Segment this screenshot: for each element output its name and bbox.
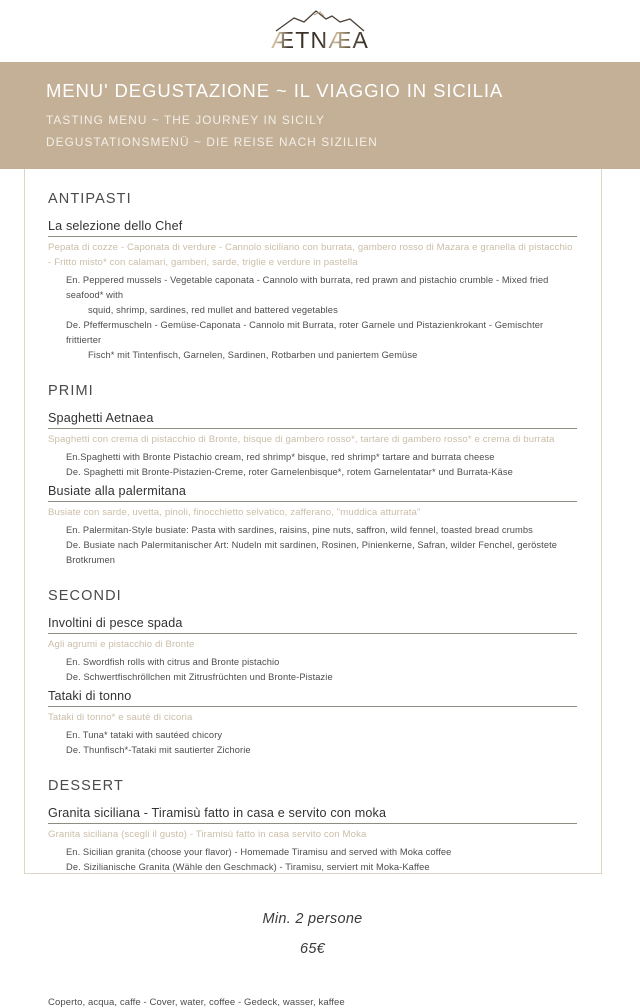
dish-description-german: De. Sizilianische Granita (Wähle den Geschmack) - Tiramisu, serviert mit Moka-Kaffee — [66, 861, 430, 872]
dish-description-italian: Busiate con sarde, uvetta, pinoli, finocchietto selvatico, zafferano, "muddica atturrata" — [48, 506, 421, 518]
dish-description-german — [48, 318, 577, 363]
dish-name: La selezione dello Chef — [48, 219, 577, 237]
dish-description-english-line1: En. Peppered mussels - Vegetable caponata - Cannolo with burrata, red prawn and pistachio crumble - Mixed fried seafood* with — [66, 274, 549, 300]
menu-section-antipasti — [48, 191, 577, 363]
section-title: SECONDI — [48, 587, 122, 604]
dish-description-italian: Tataki di tonno* e sauté di cicoria — [48, 711, 193, 723]
menu-section-primi — [48, 383, 577, 568]
dish-name: Tataki di tonno — [48, 689, 577, 707]
dish-description-english — [48, 273, 577, 318]
dish-description-german: De. Busiate nach Palermitanischer Art: Nudeln mit sardinen, Rosinen, Pinienkerne, Safran, wilder Fenchel, geröstete Brotkrumen — [66, 539, 558, 565]
dish-description-italian: Granita siciliana (scegli il gusto) - Tiramisù fatto in casa servito con Moka — [48, 828, 367, 840]
menu-item — [48, 484, 577, 568]
dish-description-english: En. Palermitan-Style busiate: Pasta with sardines, raisins, pine nuts, saffron, wild fennel, toasted bread crumbs — [66, 524, 533, 535]
cover-charge-note: Coperto, acqua, caffe - Cover, water, coffee - Gedeck, wasser, kaffee — [48, 996, 345, 1008]
dish-description-german-line2: Fisch* mit Tintenfisch, Garnelen, Sardinen, Rotbarben und paniertem Gemüse — [88, 349, 418, 360]
menu-price: 65€ — [299, 940, 326, 957]
banner-subtitle-english: TASTING MENU ~ THE JOURNEY IN SICILY — [46, 113, 325, 127]
menu-section-dessert — [48, 778, 577, 875]
brand-logo — [250, 6, 390, 56]
menu-item — [48, 616, 577, 685]
price-block — [48, 911, 577, 957]
menu-banner — [0, 62, 640, 169]
menu-item — [48, 411, 577, 480]
dish-description-english: En. Swordfish rolls with citrus and Bronte pistachio — [66, 656, 280, 667]
section-title: ANTIPASTI — [48, 191, 132, 207]
section-title: PRIMI — [48, 383, 94, 399]
dish-description-italian: Pepata di cozze - Caponata di verdure - Cannolo siciliano con burrata, gambero rosso di Mazara e granella di pistacchio - Fritto misto* con calamari, gamberi, sarde, triglie e verdure in pastella — [48, 242, 573, 268]
dish-description-english: En.Spaghetti with Bronte Pistachio cream, red shrimp* bisque, red shrimp* tartare and burrata cheese — [66, 451, 495, 462]
dish-description-italian: Spaghetti con crema di pistacchio di Bronte, bisque di gambero rosso*, tartare di gambero rosso* e crema di burrata — [48, 434, 555, 445]
dish-description-english: En. Tuna* tataki with sautéed chicory — [66, 729, 223, 740]
menu-content — [24, 169, 602, 1008]
dish-name: Busiate alla palermitana — [48, 484, 577, 502]
dish-name: Spaghetti Aetnaea — [48, 411, 577, 429]
banner-subtitle-german: DEGUSTATIONSMENÜ ~ DIE REISE NACH SIZILIEN — [46, 135, 378, 149]
menu-section-secondi — [48, 588, 577, 758]
logo-header — [0, 0, 640, 62]
menu-item — [48, 689, 577, 758]
minimum-persons-note: Min. 2 persone — [262, 910, 363, 927]
menu-item — [48, 219, 577, 363]
dish-description-german-line1: De. Pfeffermuscheln - Gemüse-Caponata - Cannolo mit Burrata, roter Garnele und Pistazienkrokant - Gemischter frittierter — [66, 319, 544, 345]
section-title: DESSERT — [48, 777, 124, 794]
dish-name: Involtini di pesce spada — [48, 616, 577, 634]
dish-description-german: De. Spaghetti mit Bronte-Pistazien-Creme, roter Garnelenbisque*, rotem Garnelentatar* und Burrata-Käse — [66, 466, 513, 477]
dish-name: Granita siciliana - Tiramisù fatto in casa e servito con moka — [48, 806, 577, 824]
logo-wordmark: ÆTNÆA — [271, 29, 369, 56]
dish-description-german: De. Thunfisch*-Tataki mit sautierter Zichorie — [66, 744, 251, 755]
menu-item — [48, 806, 577, 875]
dish-description-english: En. Sicilian granita (choose your flavor) - Homemade Tiramisu and served with Moka coffee — [66, 846, 452, 857]
dish-description-german: De. Schwertfischröllchen mit Zitrusfrüchten und Bronte-Pistazie — [66, 671, 333, 682]
dish-description-english-line2: squid, shrimp, sardines, red mullet and battered vegetables — [88, 304, 338, 315]
banner-title-italian: MENU' DEGUSTAZIONE ~ IL VIAGGIO IN SICILIA — [46, 80, 504, 101]
dish-description-italian: Agli agrumi e pistacchio di Bronte — [48, 638, 195, 650]
